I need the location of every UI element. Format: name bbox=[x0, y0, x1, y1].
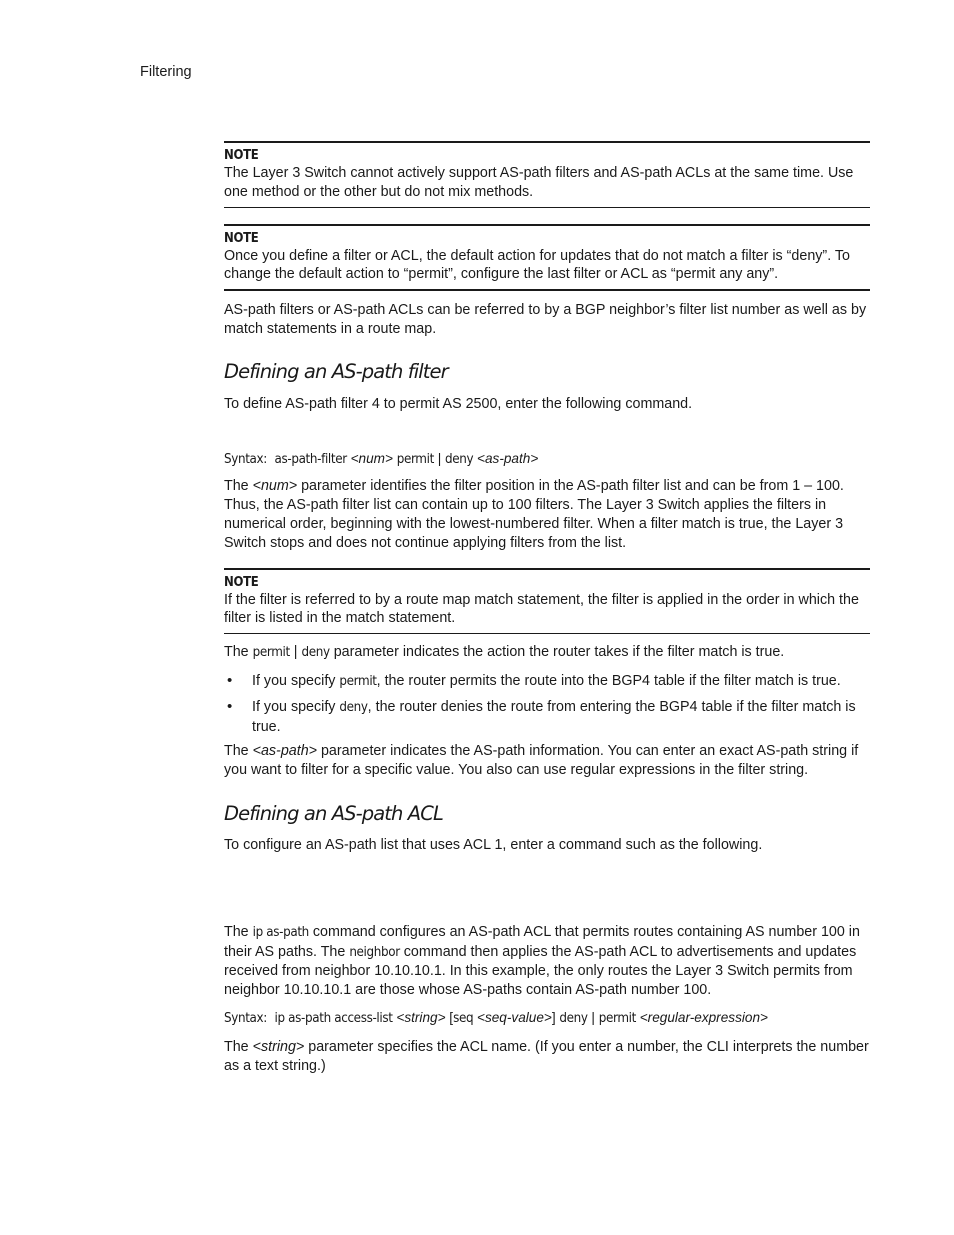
note-title: NOTE bbox=[224, 574, 259, 590]
text-run: , the router permits the route into the BGP4 table if the filter match is true. bbox=[376, 672, 841, 689]
inline-variable: <num> bbox=[252, 478, 298, 495]
text-run: command then applies the AS-path ACL to advertisements and updates received from neighbor 10.10.10.1. In this example, the only routes the Layer 3 Switch permits from neighbor 10.10.10.1 are those whose AS-paths contain AS-path number 100. bbox=[224, 943, 857, 999]
section-intro: To configure an AS-path list that uses ACL 1, enter a command such as the following. bbox=[224, 836, 763, 853]
note-box bbox=[224, 568, 870, 635]
inline-variable: <string> bbox=[252, 1038, 305, 1055]
syntax-line bbox=[224, 1009, 870, 1029]
running-head: Filtering bbox=[140, 64, 192, 80]
syntax-variable: <num> bbox=[350, 450, 393, 466]
aspath-paragraph bbox=[224, 742, 870, 780]
note-text: The Layer 3 Switch cannot actively support AS-path filters and AS-path ACLs at the same time. Use one method or the other but do not mix methods. bbox=[224, 165, 854, 200]
bullet-icon: • bbox=[227, 697, 233, 715]
syntax-keyword: deny bbox=[559, 1010, 588, 1026]
list-item bbox=[224, 672, 870, 692]
text-run: parameter indicates the action the router takes if the filter match is true. bbox=[329, 644, 785, 661]
syntax-label: Syntax: bbox=[224, 1010, 267, 1026]
section-intro: To define AS-path filter 4 to permit AS 2500, enter the following command. bbox=[224, 395, 693, 412]
syntax-command: as-path-filter bbox=[274, 451, 347, 467]
inline-keyword: neighbor bbox=[349, 944, 400, 960]
syntax-keyword: seq bbox=[453, 1010, 474, 1026]
inline-keyword: ip as-path bbox=[252, 924, 309, 940]
intro-paragraph: AS-path filters or AS-path ACLs can be referred to by a BGP neighbor’s filter list number as well as by match statements in a route map. bbox=[224, 302, 867, 337]
text-run: The bbox=[224, 478, 253, 495]
syntax-variable: <seq-value> bbox=[477, 1009, 552, 1025]
inline-keyword: deny bbox=[301, 645, 330, 661]
text-run: parameter specifies the ACL name. (If you enter a number, the CLI interprets the number as a text string.) bbox=[224, 1038, 869, 1074]
text-run: The bbox=[224, 923, 253, 940]
inline-variable: <as-path> bbox=[252, 743, 317, 760]
syntax-separator: | bbox=[591, 1009, 595, 1025]
syntax-bracket: ] bbox=[551, 1009, 556, 1025]
text-run: parameter indicates the AS-path information. You can enter an exact AS-path string if you want to filter for a specific value. You also can use regular expressions in the filter string. bbox=[224, 743, 859, 779]
syntax-keyword: permit bbox=[598, 1010, 636, 1026]
text-run: The bbox=[224, 644, 253, 661]
syntax-variable: <as-path> bbox=[477, 450, 539, 466]
note-title: NOTE bbox=[224, 148, 259, 163]
text-run: command configures an AS-path ACL that permits routes containing AS number 100 in their AS paths. The bbox=[224, 923, 860, 960]
syntax-line bbox=[224, 450, 870, 470]
section-heading: Defining an AS-path ACL bbox=[224, 801, 443, 825]
syntax-variable: <regular-expression> bbox=[639, 1009, 768, 1025]
text-run: If you specify bbox=[252, 698, 340, 715]
text-run: The bbox=[224, 1038, 253, 1055]
syntax-command: ip as-path access-list bbox=[274, 1010, 393, 1026]
inline-keyword: permit bbox=[252, 645, 290, 661]
syntax-label: Syntax: bbox=[224, 451, 267, 467]
syntax-variable: <string> bbox=[396, 1009, 446, 1025]
text-run: , the router denies the route from entering the BGP4 table if the filter match is true. bbox=[252, 698, 856, 735]
string-paragraph bbox=[224, 1038, 870, 1076]
page-content bbox=[224, 141, 870, 1075]
num-paragraph bbox=[224, 477, 870, 552]
bullet-list bbox=[224, 672, 870, 736]
section-heading: Defining an AS-path filter bbox=[224, 359, 448, 383]
syntax-keyword: deny bbox=[445, 451, 474, 467]
syntax-keyword: permit bbox=[396, 451, 434, 467]
ip-as-path-paragraph bbox=[224, 923, 870, 1000]
permit-deny-paragraph bbox=[224, 643, 870, 663]
text-run: | bbox=[289, 644, 302, 661]
list-item bbox=[224, 698, 870, 737]
inline-keyword: permit bbox=[339, 673, 377, 689]
bullet-icon: • bbox=[227, 671, 233, 689]
note-text: If the filter is referred to by a route map match statement, the filter is applied in the order in which the filter is listed in the match statement. bbox=[224, 591, 859, 627]
syntax-separator: | bbox=[437, 450, 442, 466]
text-run: parameter identifies the filter position in the AS-path filter list and can be from 1 – 100. Thus, the AS-path filter list can contain up to 100 filters. The Layer 3 Switch applies the filters in numerical order, beginning with the lowest-numbered filter. When a filter match is true, the Layer 3 Switch stops and does not continue applying filters from the list. bbox=[224, 478, 844, 551]
text-run: The bbox=[224, 743, 253, 760]
syntax-bracket: [ bbox=[449, 1009, 454, 1025]
note-title: NOTE bbox=[224, 230, 259, 246]
text-run: If you specify bbox=[252, 672, 340, 689]
note-box bbox=[224, 141, 870, 208]
inline-keyword: deny bbox=[339, 699, 368, 715]
note-text: Once you define a filter or ACL, the default action for updates that do not match a filter is “deny”. To change the default action to “permit”, configure the last filter or ACL as “permit any any”. bbox=[224, 247, 850, 283]
note-box bbox=[224, 224, 870, 292]
